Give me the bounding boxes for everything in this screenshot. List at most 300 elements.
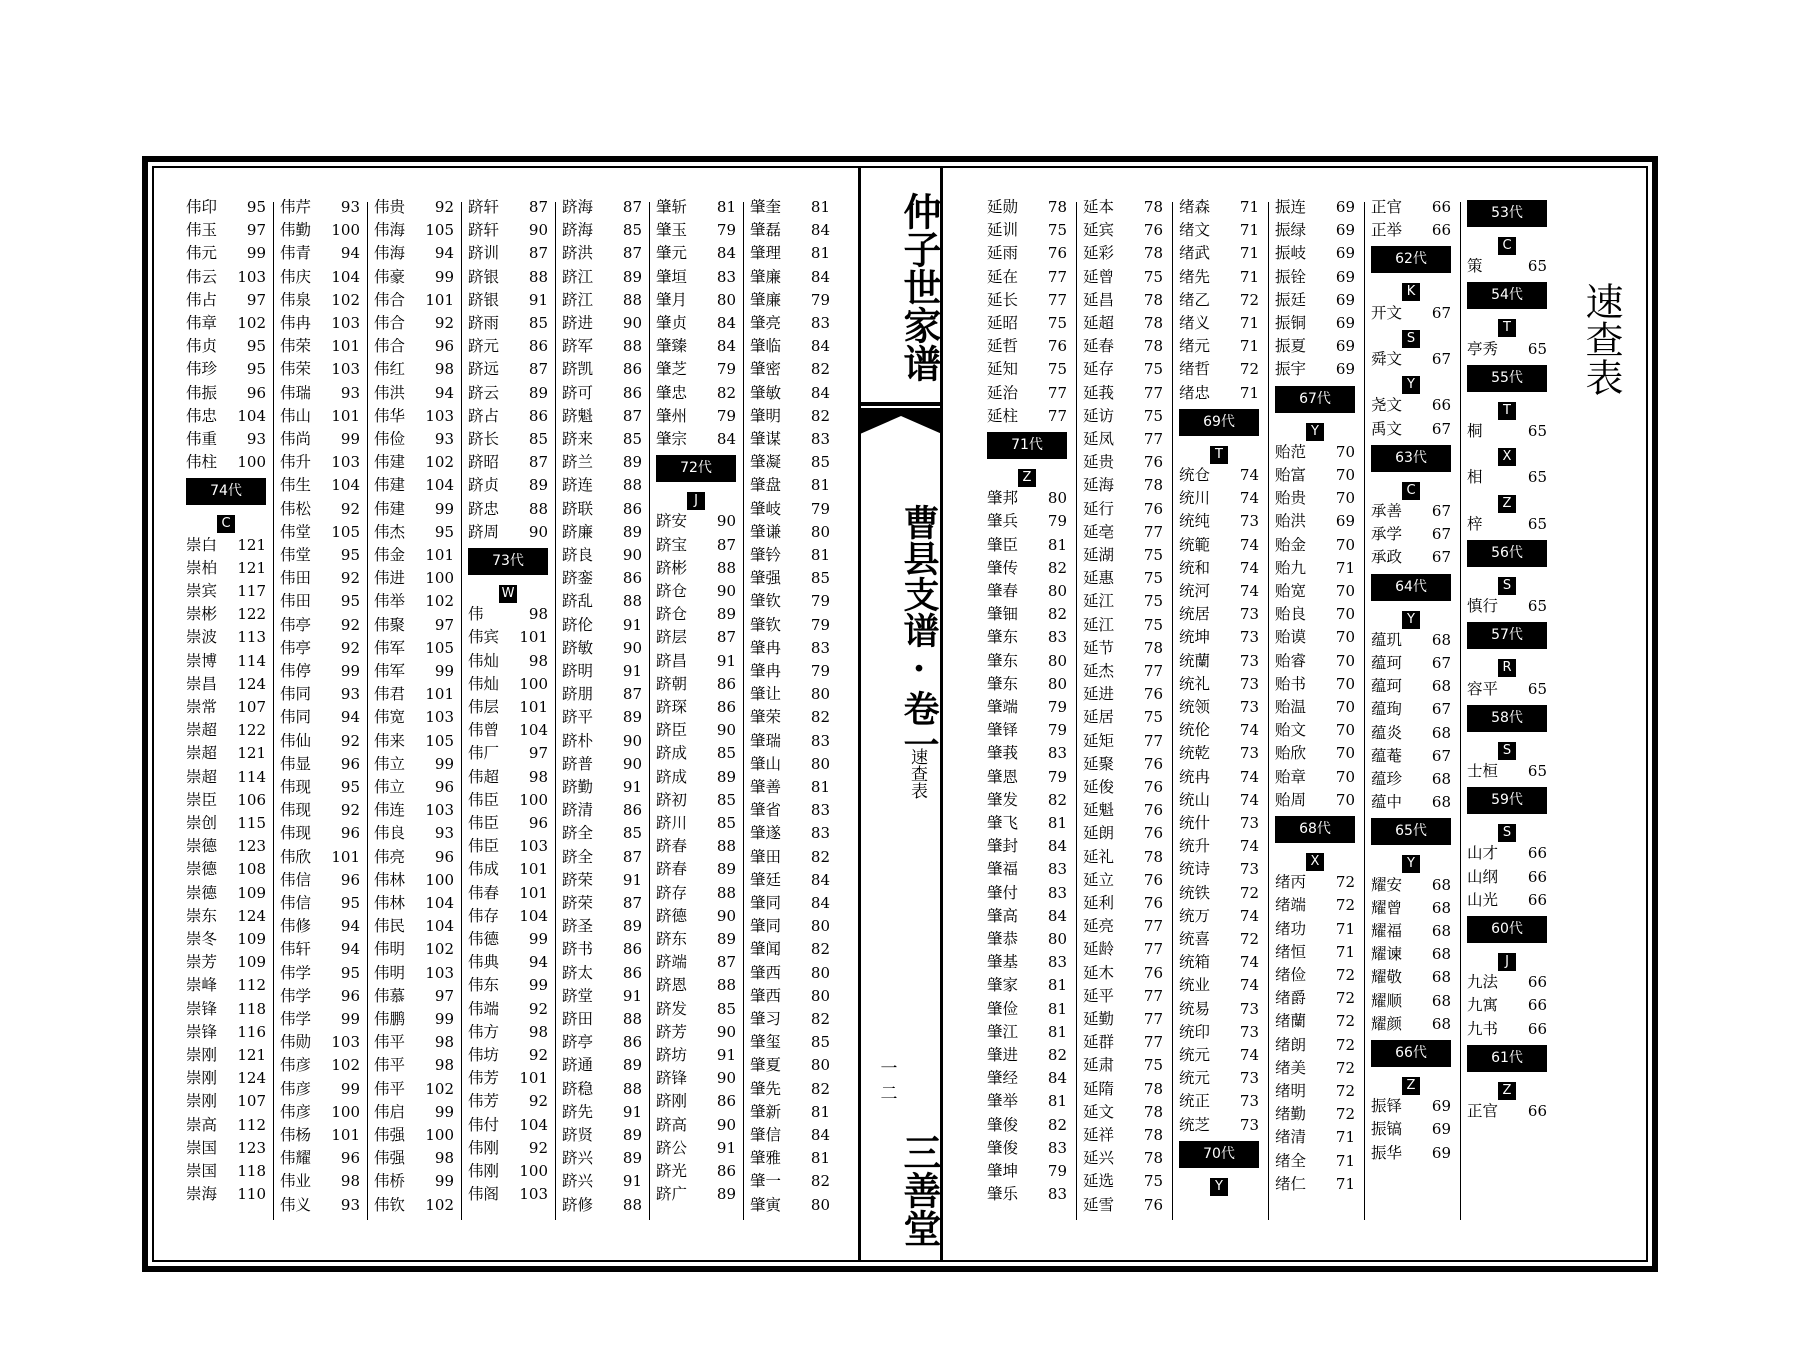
entry-page-number: 72: [1335, 966, 1355, 984]
index-entry: [1179, 1021, 1259, 1044]
entry-page-number: 96: [434, 337, 454, 356]
generation-header: 70代: [1179, 1141, 1259, 1168]
entry-page-number: 83: [1047, 744, 1067, 763]
entry-page-number: 65: [1527, 468, 1547, 487]
entry-page-number: 69: [1431, 1143, 1451, 1162]
entry-name: 伟明: [374, 940, 406, 959]
entry-name: 跻臣: [656, 721, 688, 740]
index-entry: [987, 998, 1067, 1021]
entry-page-number: 72: [1335, 1035, 1355, 1054]
entry-page-number: 67: [1431, 654, 1451, 672]
index-entry: [1371, 897, 1451, 920]
entry-name: 延昌: [1083, 290, 1115, 309]
entry-name: 肇廷: [750, 870, 782, 889]
entry-page-number: 97: [246, 290, 266, 309]
entry-name: 伟芳: [468, 1069, 500, 1088]
index-entry: [656, 650, 736, 673]
entry-name: 伟现: [280, 801, 312, 820]
entry-page-number: 93: [434, 430, 454, 448]
entry-name: 绪蘭: [1275, 1012, 1307, 1031]
generation-header: 71代: [987, 432, 1067, 459]
entry-page-number: 79: [716, 221, 736, 240]
index-entry: [374, 892, 454, 915]
index-entry: [1083, 590, 1163, 613]
index-entry: [987, 487, 1067, 510]
entry-page-number: 123: [237, 837, 266, 856]
index-entry: [750, 196, 830, 219]
index-entry: [468, 650, 548, 673]
entry-page-number: 88: [716, 976, 736, 995]
entry-name: 延行: [1083, 499, 1115, 518]
entry-name: 肇家: [987, 976, 1019, 995]
index-entry: [374, 382, 454, 405]
side-title: 速查表: [1579, 282, 1623, 396]
entry-page-number: 94: [434, 244, 454, 263]
index-entry: [1083, 660, 1163, 683]
entry-page-number: 85: [810, 453, 830, 472]
entry-name: 延惠: [1083, 569, 1115, 588]
index-entry: [1467, 1018, 1547, 1041]
index-entry: [987, 382, 1067, 405]
entry-page-number: 88: [528, 499, 548, 518]
entry-name: 伟立: [374, 754, 406, 773]
index-entry: [1179, 358, 1259, 381]
index-entry: [987, 812, 1067, 835]
entry-page-number: 72: [1335, 1082, 1355, 1100]
index-entry: [1083, 683, 1163, 706]
entry-page-number: 95: [340, 592, 360, 611]
entry-name: 伟同: [280, 708, 312, 727]
index-entry: [1467, 513, 1547, 536]
entry-page-number: 92: [340, 569, 360, 588]
index-entry: [750, 335, 830, 358]
entry-page-number: 95: [340, 894, 360, 912]
entry-page-number: 75: [1143, 569, 1163, 588]
index-entry: [280, 683, 360, 706]
entry-page-number: 90: [528, 221, 548, 240]
index-entry: [656, 1021, 736, 1044]
entry-page-number: 89: [716, 605, 736, 624]
index-entry: [987, 673, 1067, 696]
index-entry: [186, 974, 266, 997]
initial-letter-marker: [1275, 850, 1355, 868]
index-entry: [374, 358, 454, 381]
entry-page-number: 90: [716, 582, 736, 600]
entry-name: 崇常: [186, 698, 218, 716]
index-entry: [1371, 219, 1451, 242]
entry-page-number: 77: [1143, 430, 1163, 448]
entry-name: 贻睿: [1275, 651, 1307, 670]
entry-name: 跻来: [562, 430, 594, 448]
entry-name: 跻伦: [562, 615, 594, 634]
index-entry: [468, 335, 548, 358]
entry-page-number: 80: [810, 522, 830, 541]
entry-name: 延礼: [1083, 847, 1115, 866]
entry-name: 延群: [1083, 1033, 1115, 1052]
entry-name: 跻训: [468, 244, 500, 263]
index-entry: [468, 673, 548, 696]
entry-page-number: 80: [1047, 582, 1067, 600]
initial-letter: Y: [1402, 611, 1420, 629]
entry-page-number: 99: [434, 1010, 454, 1028]
entry-page-number: 109: [237, 953, 266, 972]
entry-name: 延利: [1083, 894, 1115, 912]
entry-page-number: 80: [716, 290, 736, 309]
index-entry: [280, 892, 360, 915]
entry-page-number: 93: [340, 685, 360, 704]
index-entry: [1083, 846, 1163, 869]
entry-page-number: 87: [716, 953, 736, 972]
generation-header: 64代: [1371, 574, 1451, 601]
entry-page-number: 86: [622, 940, 642, 959]
entry-page-number: 69: [1335, 244, 1355, 263]
entry-name: 跻芳: [656, 1022, 688, 1041]
entry-name: 肇理: [750, 244, 782, 263]
index-entry: [468, 428, 548, 451]
entry-name: 肇廉: [750, 290, 782, 309]
index-entry: [1083, 985, 1163, 1008]
index-entry: [1371, 348, 1451, 371]
entry-page-number: 70: [1335, 674, 1355, 693]
index-entry: [1179, 928, 1259, 951]
index-entry: [987, 719, 1067, 742]
entry-name: 统坤: [1179, 628, 1211, 647]
index-entry: [468, 1067, 548, 1090]
entry-name: 跻洪: [562, 244, 594, 263]
entry-name: 肇宗: [656, 430, 688, 448]
initial-letter: T: [1210, 446, 1228, 464]
entry-page-number: 74: [1239, 790, 1259, 809]
entry-page-number: 83: [810, 801, 830, 820]
entry-page-number: 88: [528, 267, 548, 286]
entry-name: 崇超: [186, 744, 218, 763]
entry-page-number: 84: [716, 337, 736, 356]
entry-name: 伟典: [468, 953, 500, 972]
volume-title: 曹县支谱·卷一: [898, 504, 940, 762]
index-entry: [750, 1147, 830, 1170]
entry-page-number: 71: [1239, 383, 1259, 402]
entry-name: 跻长: [468, 430, 500, 448]
index-entry: [468, 835, 548, 858]
entry-page-number: 76: [1143, 870, 1163, 889]
index-entry: [374, 1124, 454, 1147]
entry-page-number: 83: [1047, 1138, 1067, 1157]
entry-page-number: 87: [622, 847, 642, 866]
index-entry: [656, 905, 736, 928]
entry-name: 跻先: [562, 1102, 594, 1121]
initial-letter: T: [1498, 319, 1516, 337]
entry-name: 肇发: [987, 790, 1019, 809]
entry-name: 肇端: [987, 698, 1019, 716]
index-entry: [750, 451, 830, 474]
initial-letter-marker: [1467, 574, 1547, 592]
entry-name: 伟宽: [374, 708, 406, 727]
entry-name: 贻九: [1275, 558, 1307, 577]
entry-page-number: 80: [810, 685, 830, 704]
entry-page-number: 71: [1239, 314, 1259, 332]
entry-name: 跻贞: [468, 476, 500, 495]
initial-letter: S: [1498, 824, 1516, 842]
index-entry: [280, 962, 360, 985]
entry-page-number: 99: [434, 754, 454, 773]
index-entry: [280, 219, 360, 242]
entry-name: 肇西: [750, 986, 782, 1005]
entry-name: 崇宾: [186, 582, 218, 600]
index-entry: [374, 1054, 454, 1077]
index-entry: [1467, 866, 1547, 889]
entry-page-number: 93: [434, 824, 454, 843]
entry-page-number: 86: [528, 337, 548, 356]
index-entry: [987, 951, 1067, 974]
entry-name: 延杰: [1083, 662, 1115, 680]
initial-letter: J: [1498, 953, 1516, 971]
entry-page-number: 70: [1335, 605, 1355, 624]
index-entry: [1371, 418, 1451, 441]
entry-name: 肇臣: [987, 535, 1019, 554]
entry-page-number: 112: [237, 976, 266, 995]
index-entry: [987, 289, 1067, 312]
index-entry: [468, 289, 548, 312]
entry-page-number: 91: [622, 615, 642, 634]
index-entry: [1275, 673, 1355, 696]
index-entry: [1179, 882, 1259, 905]
index-entry: [1083, 1078, 1163, 1101]
entry-name: 跻雨: [468, 314, 500, 332]
index-entry: [1179, 557, 1259, 580]
entry-name: 跻层: [656, 628, 688, 647]
entry-page-number: 86: [622, 360, 642, 379]
entry-page-number: 67: [1431, 419, 1451, 438]
entry-name: 肇东: [987, 674, 1019, 693]
entry-name: 伟林: [374, 870, 406, 889]
index-entry: [562, 1194, 642, 1217]
index-entry: [374, 1031, 454, 1054]
index-entry: [987, 928, 1067, 951]
index-entry: [186, 789, 266, 812]
entry-name: 伟连: [374, 801, 406, 820]
entry-name: 伟灿: [468, 651, 500, 670]
index-entry: [280, 1194, 360, 1217]
column-divider: [1076, 202, 1077, 1220]
index-entry: [1467, 595, 1547, 618]
entry-name: 伟瑞: [280, 383, 312, 402]
index-entry: [1179, 1044, 1259, 1067]
index-entry: [280, 776, 360, 799]
index-entry: [186, 650, 266, 673]
entry-page-number: 73: [1239, 1115, 1259, 1134]
entry-page-number: 65: [1527, 679, 1547, 698]
index-entry: [374, 428, 454, 451]
entry-page-number: 105: [331, 522, 360, 541]
index-entry: [987, 1021, 1067, 1044]
entry-page-number: 87: [622, 244, 642, 263]
entry-name: 延雪: [1083, 1195, 1115, 1214]
entry-name: 绪哲: [1179, 360, 1211, 379]
entry-name: 绪恒: [1275, 942, 1307, 961]
entry-name: 伟冉: [280, 314, 312, 332]
entry-name: 跻廉: [562, 522, 594, 541]
entry-page-number: 94: [340, 917, 360, 936]
entry-name: 伟占: [186, 290, 218, 309]
initial-letter-marker: [656, 489, 736, 507]
initial-letter: Y: [1402, 376, 1420, 394]
entry-name: 肇高: [987, 906, 1019, 925]
book-spine: [848, 166, 952, 1262]
index-entry: [987, 650, 1067, 673]
entry-page-number: 101: [331, 406, 360, 425]
entry-name: 统河: [1179, 582, 1211, 600]
entry-page-number: 100: [425, 569, 454, 588]
entry-name: 跻公: [656, 1138, 688, 1157]
entry-name: 肇飞: [987, 814, 1019, 832]
index-entry: [186, 673, 266, 696]
entry-name: 伟生: [280, 476, 312, 495]
index-entry: [1371, 1095, 1451, 1118]
initial-letter-marker: [186, 512, 266, 530]
index-entry: [1275, 557, 1355, 580]
entry-name: 伟合: [374, 337, 406, 356]
entry-page-number: 66: [1527, 1019, 1547, 1038]
entry-name: 亭秀: [1467, 339, 1499, 358]
index-entry: [374, 637, 454, 660]
entry-page-number: 92: [434, 314, 454, 332]
entry-name: 绪义: [1179, 314, 1211, 332]
entry-page-number: 81: [1047, 999, 1067, 1018]
entry-name: 肇垣: [656, 267, 688, 286]
entry-name: 延俊: [1083, 778, 1115, 796]
entry-name: 振镐: [1371, 1120, 1403, 1139]
index-entry: [1275, 1126, 1355, 1149]
entry-page-number: 104: [425, 894, 454, 912]
entry-name: 延亳: [1083, 522, 1115, 541]
entry-page-number: 75: [1143, 615, 1163, 634]
index-entry: [1179, 998, 1259, 1021]
entry-page-number: 82: [810, 360, 830, 379]
entry-page-number: 71: [1239, 198, 1259, 216]
entry-page-number: 98: [528, 1022, 548, 1041]
index-entry: [1179, 487, 1259, 510]
entry-name: 崇锋: [186, 999, 218, 1018]
column-divider: [555, 202, 556, 1220]
index-entry: [1179, 905, 1259, 928]
entry-name: 肇谦: [750, 522, 782, 541]
entry-page-number: 105: [425, 221, 454, 240]
entry-page-number: 84: [810, 894, 830, 912]
entry-page-number: 79: [716, 360, 736, 379]
index-entry: [750, 869, 830, 892]
index-entry: [374, 799, 454, 822]
index-entry: [468, 812, 548, 835]
index-entry: [374, 938, 454, 961]
index-entry: [987, 1183, 1067, 1206]
entry-name: 耀谏: [1371, 945, 1403, 964]
index-entry: [987, 1067, 1067, 1090]
index-entry: [750, 660, 830, 683]
index-entry: [1371, 523, 1451, 546]
entry-page-number: 99: [528, 976, 548, 995]
entry-name: 延选: [1083, 1172, 1115, 1191]
entry-name: 跻稳: [562, 1079, 594, 1098]
index-entry: [656, 266, 736, 289]
index-entry: [750, 1170, 830, 1193]
entry-page-number: 96: [246, 383, 266, 402]
index-entry: [1275, 626, 1355, 649]
entry-page-number: 84: [716, 430, 736, 448]
entry-page-number: 83: [1047, 1185, 1067, 1204]
index-entry: [562, 753, 642, 776]
entry-name: 统冉: [1179, 767, 1211, 786]
generation-header: 72代: [656, 455, 736, 482]
entry-page-number: 91: [622, 986, 642, 1005]
index-entry: [1371, 722, 1451, 745]
entry-name: 伟豪: [374, 267, 406, 286]
entry-name: 伟强: [374, 1126, 406, 1144]
index-entry: [1275, 941, 1355, 964]
entry-name: 伟存: [468, 906, 500, 925]
entry-page-number: 66: [1431, 221, 1451, 240]
initial-letter-marker: [1371, 852, 1451, 870]
entry-page-number: 95: [246, 337, 266, 356]
entry-page-number: 75: [1143, 360, 1163, 379]
entry-name: 跻修: [562, 1195, 594, 1214]
entry-page-number: 96: [340, 754, 360, 773]
entry-name: 肇田: [750, 847, 782, 866]
entry-page-number: 89: [622, 267, 642, 286]
index-entry: [468, 451, 548, 474]
entry-page-number: 92: [528, 1092, 548, 1111]
index-entry: [562, 451, 642, 474]
index-entry: [562, 544, 642, 567]
entry-name: 肇举: [987, 1092, 1019, 1111]
index-entry: [562, 382, 642, 405]
index-entry: [186, 451, 266, 474]
index-entry: [750, 962, 830, 985]
entry-name: 崇峰: [186, 976, 218, 995]
entry-name: 伟付: [468, 1115, 500, 1134]
entry-name: 伟平: [374, 1079, 406, 1098]
index-entry: [1371, 745, 1451, 768]
index-entry: [562, 405, 642, 428]
entry-page-number: 78: [1143, 1149, 1163, 1168]
entry-page-number: 79: [810, 499, 830, 518]
entry-page-number: 116: [237, 1022, 266, 1041]
index-entry: [1083, 706, 1163, 729]
index-entry: [280, 822, 360, 845]
entry-name: 跻荣: [562, 894, 594, 912]
entry-page-number: 101: [425, 290, 454, 309]
index-entry: [1179, 673, 1259, 696]
entry-name: 肇冉: [750, 638, 782, 657]
entry-name: 跻刚: [656, 1092, 688, 1111]
entry-name: 振廷: [1275, 290, 1307, 309]
entry-name: 统铁: [1179, 883, 1211, 902]
index-entry: [280, 915, 360, 938]
index-entry: [987, 789, 1067, 812]
entry-page-number: 68: [1431, 898, 1451, 917]
entry-page-number: 68: [1431, 991, 1451, 1010]
index-entry: [1083, 938, 1163, 961]
index-entry: [656, 812, 736, 835]
index-entry: [280, 405, 360, 428]
index-entry: [374, 335, 454, 358]
entry-page-number: 82: [810, 847, 830, 866]
index-entry: [656, 335, 736, 358]
index-entry: [280, 938, 360, 961]
index-entry: [374, 451, 454, 474]
entry-page-number: 69: [1335, 337, 1355, 356]
entry-page-number: 96: [434, 778, 454, 796]
index-entry: [1467, 466, 1547, 489]
